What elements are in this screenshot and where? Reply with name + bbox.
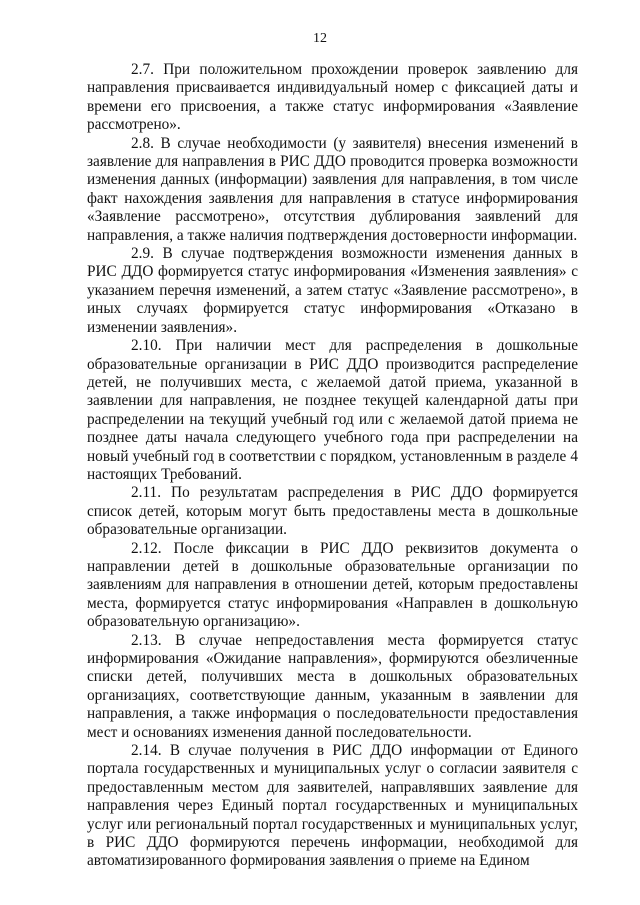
- paragraph-2-10: 2.10. При наличии мест для распределения в дошкольные образовательные организации в РИС ДДО производится распределение детей, не получивших места, с желаемой датой приема, указанной в заявлении для направления, не позднее текущей календарной даты при распределении на текущий учебный год или с желаемой датой приема не позднее даты начала следующего учебного года при распределении на новый учебный год в соответствии с порядком, установленным в разделе 4 настоящих Требований.: [87, 337, 578, 483]
- paragraph-2-11: 2.11. По результатам распределения в РИС ДДО формируется список детей, которым могут быть предоставлены места в дошкольные образовательные организации.: [87, 484, 578, 539]
- page-number: 12: [313, 31, 327, 46]
- paragraph-2-8: 2.8. В случае необходимости (у заявителя) внесения изменений в заявление для направления в РИС ДДО проводится проверка возможности изменения данных (информации) заявления для направления, в том числе факт нахождения заявления для направления в статусе информирования «Заявление рассмотрено», отсутствия дублирования заявлений для направления, а также наличия подтверждения достоверности информации.: [87, 134, 578, 244]
- paragraph-2-9: 2.9. В случае подтверждения возможности изменения данных в РИС ДДО формируется статус информирования «Изменения заявления» с указанием перечня изменений, а затем статус «Заявление рассмотрено», в иных случаях формируется статус информирования «Отказано в изменении заявления».: [87, 245, 578, 336]
- document-body: [87, 61, 578, 871]
- paragraph-2-14: 2.14. В случае получения в РИС ДДО информации от Единого портала государственных и муниципальных услуг о согласии заявителя с предоставленным местом для заявителей, направлявших заявление для направления через Единый портал государственных и муниципальных услуг или региональный портал государственных и муниципальных услуг, в РИС ДДО формируются перечень информации, необходимой для автоматизированного формирования заявления о приеме на Едином: [87, 742, 578, 870]
- paragraph-2-7: 2.7. При положительном прохождении проверок заявлению для направления присваивается индивидуальный номер с фиксацией даты и времени его присвоения, а также статус информирования «Заявление рассмотрено».: [87, 61, 578, 134]
- paragraph-2-12: 2.12. После фиксации в РИС ДДО реквизитов документа о направлении детей в дошкольные образовательные организации по заявлениям для направления в отношении детей, которым предоставлены места, формируется статус информирования «Направлен в дошкольную образовательную организацию».: [87, 539, 578, 631]
- paragraph-2-13: 2.13. В случае непредоставления места формируется статус информирования «Ожидание направления», формируются обезличенные списки детей, получивших места в дошкольных образовательных организациях, соответствующие данным, указанным в заявлении для направления, а также информация о последовательности предоставления мест и основаниях изменения данной последовательности.: [87, 631, 578, 741]
